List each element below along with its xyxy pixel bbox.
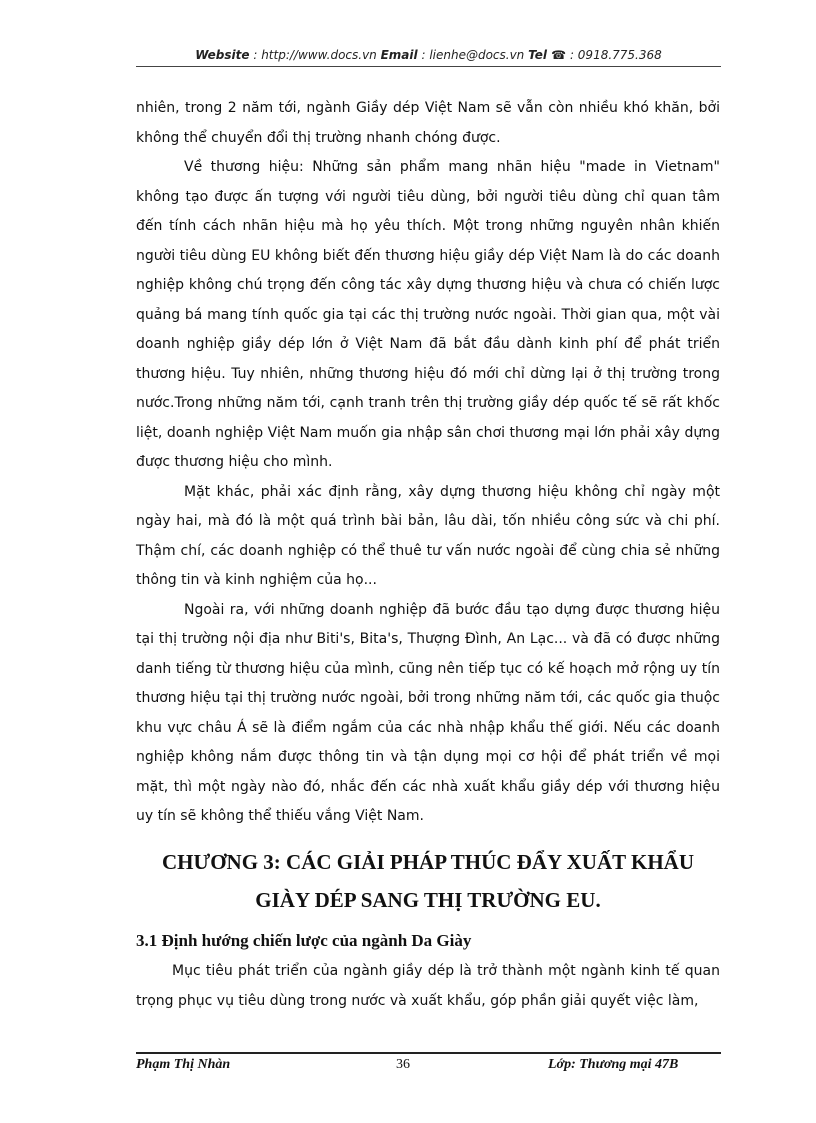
email-value: : lienhe@docs.vn — [417, 48, 529, 62]
header-divider — [136, 66, 721, 67]
section-paragraph: Mục tiêu phát triển của ngành giầy dép là trở thành một ngành kinh tế quan trọng phục vụ tiêu dùng trong nước và xuất khẩu, góp phần giải quyết việc làm, — [136, 963, 720, 1009]
page-number: 36 — [396, 1057, 410, 1072]
paragraph-2: Về thương hiệu: Những sản phẩm mang nhãn hiệu "made in Vietnam" không tạo được ấn tượng với người tiêu dùng, bởi người tiêu dùng chỉ quan tâm đến tính cách nhãn hiệu mà họ yêu thích. Một trong những nguyên nhân khiến người tiêu dùng EU không biết đến thương hiệu giầy dép Việt Nam là do các doanh nghiệp không chú trọng đến công tác xây dựng thương hiệu và chưa có chiến lược quảng bá mang tính quốc gia tại các thị trường nước ngoài. Thời gian qua, một vài doanh nghiệp giầy dép lớn ở Việt Nam đã bắt đầu dành kinh phí để phát triển thương hiệu. Tuy nhiên, những thương hiệu đó mới chỉ dừng lại ở thị trường trong nước.Trong những năm tới, cạnh tranh trên thị trường giầy dép quốc tế sẽ rất khốc liệt, doanh nghiệp Việt Nam muốn gia nhập sân chơi thương mại lớn phải xây dựng được thương hiệu cho mình. — [136, 159, 720, 470]
chapter-title-line-2: GIÀY DÉP SANG THỊ TRƯỜNG EU. — [255, 888, 601, 912]
footer-author: Phạm Thị Nhàn — [136, 1057, 231, 1072]
paragraph-1: nhiên, trong 2 năm tới, ngành Giầy dép Việt Nam sẽ vẫn còn nhiều khó khăn, bởi không thể chuyển đổi thị trường nhanh chóng được. — [136, 100, 720, 146]
website-label: Website — [195, 48, 250, 62]
tel-value: : 0918.775.368 — [566, 48, 662, 62]
email-label: Email — [380, 48, 418, 62]
tel-label: Tel ☎ — [528, 48, 567, 62]
section-body — [136, 957, 720, 1016]
section-heading: 3.1 Định hướng chiến lược của ngành Da Giày — [136, 931, 472, 950]
page-header — [136, 48, 721, 62]
footer-class: Lớp: Thương mại 47B — [548, 1057, 679, 1072]
paragraph-3: Mặt khác, phải xác định rằng, xây dựng thương hiệu không chỉ ngày một ngày hai, mà đó là một quá trình bài bản, lâu dài, tốn nhiều công sức và chi phí. Thậm chí, các doanh nghiệp có thể thuê tư vấn nước ngoài để cùng chia sẻ những thông tin và kinh nghiệm của họ... — [136, 483, 720, 588]
chapter-title — [136, 843, 720, 919]
chapter-title-line-1: CHƯƠNG 3: CÁC GIẢI PHÁP THÚC ĐẨY XUẤT KHẨU — [161, 850, 694, 874]
paragraph-4: Ngoài ra, với những doanh nghiệp đã bước đầu tạo dựng được thương hiệu tại thị trường nội địa như Biti's, Bita's, Thượng Đình, An Lạc... và đã có được những danh tiếng từ thương hiệu của mình, cũng nên tiếp tục có kế hoạch mở rộng uy tín thương hiệu tại thị trường nước ngoài, bởi trong những năm tới, các quốc gia thuộc khu vực châu Á sẽ là điểm ngắm của các nhà nhập khẩu thế giới. Nếu các doanh nghiệp không nắm được thông tin và tận dụng mọi cơ hội để phát triển về mọi mặt, thì một ngày nào đó, nhắc đến các nhà xuất khẩu giầy dép với thương hiệu uy tín sẽ không thể thiếu vắng Việt Nam. — [136, 601, 720, 824]
body-text — [136, 94, 720, 832]
website-value: : http://www.docs.vn — [249, 48, 381, 62]
footer-divider — [136, 1052, 721, 1054]
